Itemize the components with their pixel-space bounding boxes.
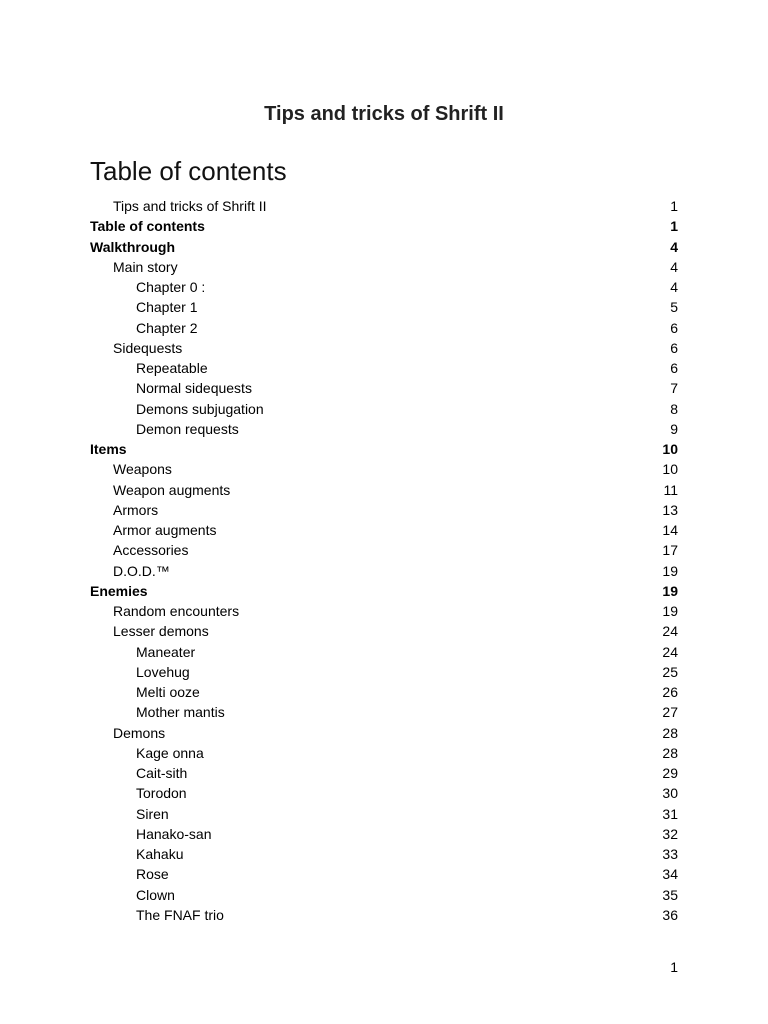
toc-entry[interactable] — [90, 277, 678, 297]
toc-entry-page: 30 — [662, 785, 678, 802]
toc-entry-page: 1 — [670, 218, 678, 235]
toc-entry-label: Lesser demons — [113, 623, 209, 640]
toc-entry[interactable] — [90, 480, 678, 500]
toc-entry-label: Table of contents — [90, 218, 205, 235]
toc-entry[interactable] — [90, 459, 678, 479]
toc-entry[interactable] — [90, 257, 678, 277]
toc-entry-page: 10 — [662, 461, 678, 478]
toc-list — [90, 196, 678, 925]
toc-entry-page: 6 — [670, 319, 678, 336]
toc-entry[interactable] — [90, 723, 678, 743]
toc-entry[interactable] — [90, 399, 678, 419]
toc-entry-label: Demons subjugation — [136, 400, 264, 417]
toc-entry-label: Walkthrough — [90, 238, 176, 255]
document-title: Tips and tricks of Shrift II — [264, 103, 504, 125]
toc-entry[interactable] — [90, 338, 678, 358]
toc-entry[interactable] — [90, 864, 678, 884]
toc-entry[interactable] — [90, 642, 678, 662]
toc-entry-page: 8 — [670, 400, 678, 417]
toc-entry-label: Cait-sith — [136, 765, 188, 782]
toc-entry-page: 28 — [662, 724, 678, 741]
toc-entry[interactable] — [90, 804, 678, 824]
toc-entry[interactable] — [90, 358, 678, 378]
toc-heading: Table of contents — [90, 156, 287, 186]
toc-entry-page: 6 — [670, 360, 678, 377]
toc-entry-label: Siren — [136, 805, 169, 822]
toc-entry-page: 25 — [662, 663, 678, 680]
toc-entry[interactable] — [90, 540, 678, 560]
toc-entry[interactable] — [90, 237, 678, 257]
toc-entry[interactable] — [90, 885, 678, 905]
toc-entry-page: 7 — [670, 380, 678, 397]
toc-entry[interactable] — [90, 905, 678, 925]
toc-entry[interactable] — [90, 196, 678, 216]
toc-entry-label: Torodon — [136, 785, 187, 802]
toc-entry-label: Accessories — [113, 542, 189, 559]
toc-entry-label: Demons — [113, 724, 166, 741]
toc-entry-page: 19 — [662, 582, 678, 599]
toc-entry-label: Normal sidequests — [136, 380, 252, 397]
toc-entry-page: 35 — [662, 886, 678, 903]
toc-entry-label: Random encounters — [113, 603, 240, 620]
toc-entry[interactable] — [90, 378, 678, 398]
toc-entry-page: 11 — [663, 481, 678, 498]
toc-entry-page: 33 — [662, 846, 678, 863]
toc-entry-label: Chapter 2 — [136, 319, 198, 336]
toc-entry[interactable] — [90, 824, 678, 844]
toc-entry[interactable] — [90, 702, 678, 722]
toc-entry-label: Clown — [136, 886, 175, 903]
toc-entry-label: Armors — [113, 501, 159, 518]
toc-entry-page: 17 — [662, 542, 678, 559]
toc-entry[interactable] — [90, 682, 678, 702]
toc-entry[interactable] — [90, 500, 678, 520]
toc-entry-label: Items — [90, 441, 127, 458]
toc-entry-label: Mother mantis — [136, 704, 225, 721]
toc-entry[interactable] — [90, 601, 678, 621]
toc-entry-label: Hanako-san — [136, 825, 212, 842]
toc-entry-page: 36 — [662, 906, 678, 923]
toc-entry-page: 6 — [670, 339, 678, 356]
toc-entry[interactable] — [90, 216, 678, 236]
toc-entry-label: Demon requests — [136, 420, 239, 437]
toc-entry-label: Repeatable — [136, 360, 208, 377]
toc-entry-page: 10 — [662, 441, 678, 458]
toc-entry-label: Kahaku — [136, 846, 184, 863]
toc-entry[interactable] — [90, 763, 678, 783]
toc-entry-page: 4 — [670, 258, 678, 275]
page-number: 1 — [670, 959, 678, 975]
toc-entry-label: Enemies — [90, 582, 148, 599]
toc-entry-label: Chapter 1 — [136, 299, 198, 316]
toc-entry-label: Maneater — [136, 643, 196, 660]
toc-entry-page: 32 — [662, 825, 678, 842]
toc-entry-page: 19 — [662, 562, 678, 579]
toc-entry-label: D.O.D.™ — [113, 562, 170, 579]
toc-entry-page: 5 — [670, 299, 678, 316]
toc-entry-page: 34 — [662, 866, 678, 883]
toc-entry-page: 27 — [662, 704, 678, 721]
toc-entry[interactable] — [90, 743, 678, 763]
toc-entry-page: 14 — [662, 522, 678, 539]
toc-entry-label: Armor augments — [113, 522, 217, 539]
toc-entry[interactable] — [90, 419, 678, 439]
toc-entry-page: 4 — [670, 238, 678, 255]
toc-entry-page: 24 — [662, 643, 678, 660]
toc-entry-page: 19 — [662, 603, 678, 620]
toc-entry-label: Rose — [136, 866, 169, 883]
toc-entry[interactable] — [90, 783, 678, 803]
toc-entry[interactable] — [90, 297, 678, 317]
toc-entry-label: Main story — [113, 258, 178, 275]
toc-entry-page: 1 — [670, 198, 678, 215]
toc-entry[interactable] — [90, 439, 678, 459]
toc-entry-page: 24 — [662, 623, 678, 640]
toc-entry[interactable] — [90, 561, 678, 581]
toc-entry-label: Lovehug — [136, 663, 190, 680]
toc-entry[interactable] — [90, 621, 678, 641]
toc-entry-label: Sidequests — [113, 339, 183, 356]
toc-entry[interactable] — [90, 581, 678, 601]
toc-entry[interactable] — [90, 844, 678, 864]
toc-entry-page: 4 — [670, 279, 678, 296]
toc-entry[interactable] — [90, 662, 678, 682]
toc-entry-label: Melti ooze — [136, 684, 200, 701]
toc-entry[interactable] — [90, 318, 678, 338]
toc-entry-label: The FNAF trio — [136, 906, 224, 923]
toc-entry-label: Chapter 0 : — [136, 279, 206, 296]
toc-entry-label: Kage onna — [136, 744, 204, 761]
toc-entry-page: 28 — [662, 744, 678, 761]
toc-entry-page: 26 — [662, 684, 678, 701]
toc-entry[interactable] — [90, 520, 678, 540]
toc-entry-label: Weapons — [113, 461, 172, 478]
toc-entry-page: 9 — [670, 420, 678, 437]
toc-entry-page: 29 — [662, 765, 678, 782]
toc-entry-page: 13 — [662, 501, 678, 518]
toc-entry-label: Weapon augments — [113, 481, 231, 498]
toc-entry-label: Tips and tricks of Shrift II — [113, 198, 267, 215]
toc-entry-page: 31 — [662, 805, 678, 822]
